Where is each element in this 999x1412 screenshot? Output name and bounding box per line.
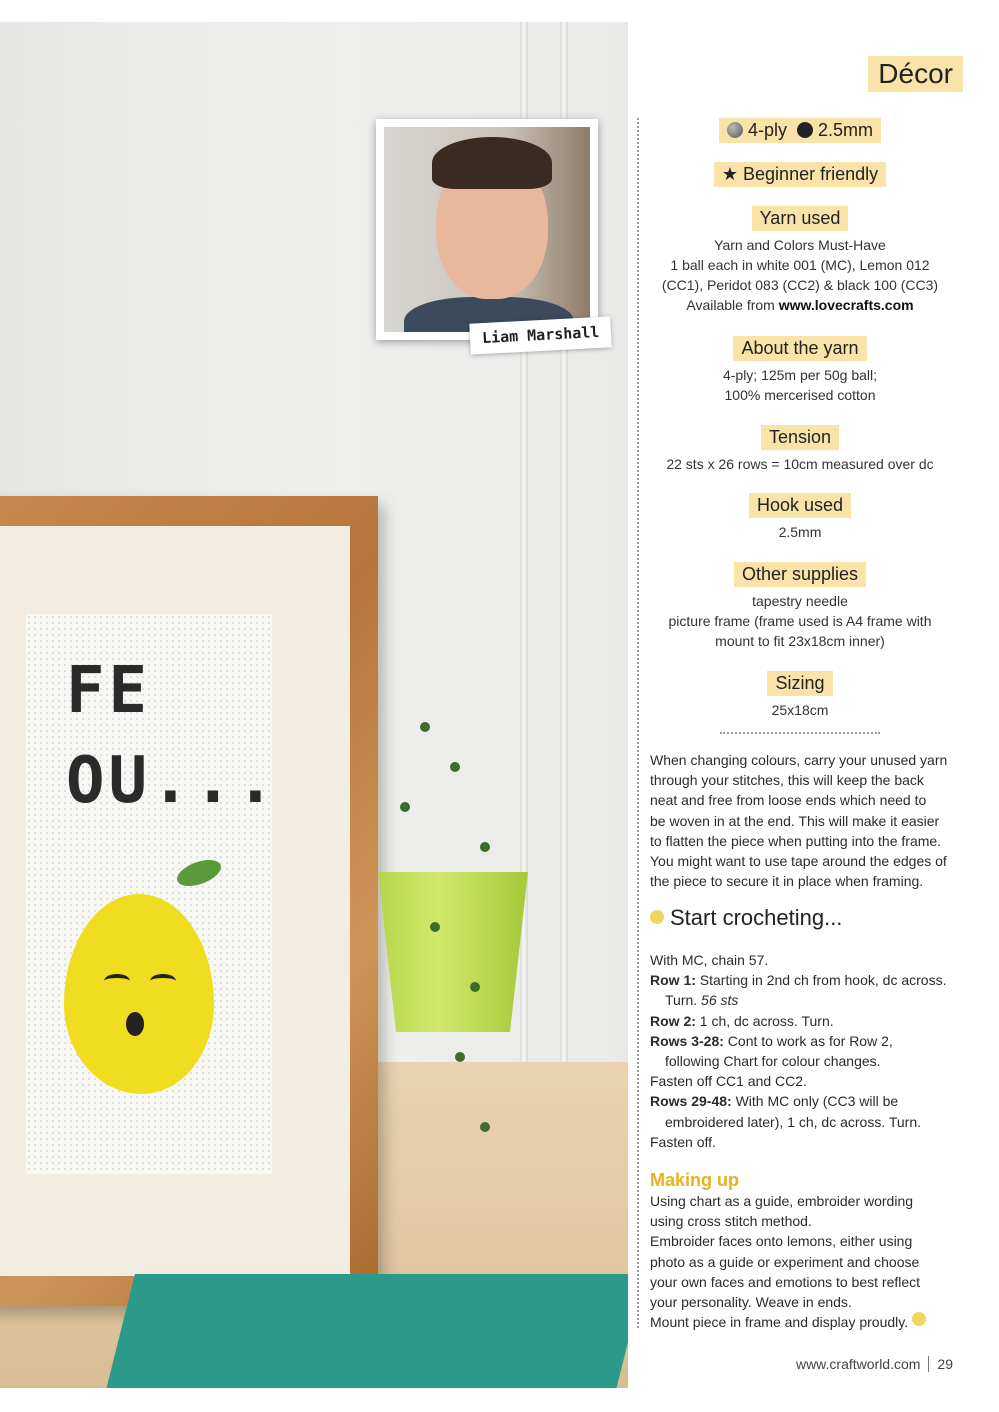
section-heading: Sizing <box>767 671 832 696</box>
yarn-colors: 1 ball each in white 001 (MC), Lemon 012 <box>670 257 930 273</box>
row-text: With MC only (CC3 will be embroidered later), 1 ch, dc across. Turn. <box>665 1093 921 1130</box>
specs-badge <box>650 118 950 143</box>
instruction-row <box>650 970 950 1010</box>
making-up-section <box>650 1170 950 1332</box>
row-label: Rows 3-28: <box>650 1032 724 1049</box>
yarn-fibre: 100% mercerised cotton <box>724 387 876 403</box>
row-label: Row 1: <box>650 972 696 989</box>
yarn-ball-icon <box>727 122 743 138</box>
star-icon: ★ <box>721 164 739 184</box>
row-label: Rows 29-48: <box>650 1093 732 1110</box>
making-up-line: Embroider faces onto lemons, either using <box>650 1233 913 1250</box>
making-up-line: using cross stitch method. <box>650 1213 812 1230</box>
supply-item: picture frame (frame used is A4 frame with <box>668 613 932 629</box>
tip-line: When changing colours, carry your unused yarn <box>650 752 948 768</box>
closed-eye <box>150 974 176 988</box>
start-heading <box>650 905 950 931</box>
hair <box>432 137 552 189</box>
row-text: Cont to work as for Row 2, following Chart for colour changes. <box>665 1032 893 1070</box>
making-up-line: Using chart as a guide, embroider wording <box>650 1193 914 1209</box>
plant-leaf <box>430 922 440 932</box>
instruction-line: Fasten off. <box>650 1133 716 1150</box>
designer-portrait-card <box>376 119 598 340</box>
sizing-section <box>650 671 950 720</box>
plant-pot <box>378 872 528 1032</box>
supply-item: tapestry needle <box>752 593 848 609</box>
supply-item: mount to fit 23x18cm inner) <box>715 633 885 649</box>
crochet-panel <box>26 614 279 1174</box>
making-up-line: photo as a guide or experiment and choose <box>650 1253 920 1270</box>
plant-leaf <box>450 762 460 772</box>
picture-frame <box>0 496 378 1306</box>
making-up-line: Mount piece in frame and display proudly. <box>650 1314 909 1331</box>
hook-used-section <box>650 493 950 542</box>
tip-line: to flatten the piece when putting into the frame. <box>650 832 942 849</box>
section-tag: Décor <box>868 56 963 92</box>
mouth <box>126 1012 144 1036</box>
tip-line: the piece to secure it in place when framing. <box>650 873 924 890</box>
making-up-heading: Making up <box>650 1170 739 1190</box>
designer-photo <box>384 127 590 332</box>
designer-name: Liam Marshall <box>469 316 612 354</box>
frame-mount <box>0 526 350 1276</box>
row-text: Starting in 2nd ch from hook, dc across. Turn. <box>665 972 947 1009</box>
making-up-line: your own faces and emotions to best reflect <box>650 1273 921 1290</box>
closed-eye <box>104 974 130 988</box>
column-divider <box>637 118 639 1328</box>
plant-leaf <box>420 722 430 732</box>
tip-line: You might want to use tape around the edges of <box>650 853 947 870</box>
section-heading: Yarn used <box>752 206 849 231</box>
plant-leaf <box>400 802 410 812</box>
tension-section <box>650 425 950 474</box>
lemon-leaf <box>174 855 225 891</box>
instruction-row <box>650 1091 950 1131</box>
section-heading: Hook used <box>749 493 851 518</box>
instruction-row <box>650 1011 950 1031</box>
yarn-brand: Yarn and Colors Must-Have <box>714 237 886 253</box>
section-heading: About the yarn <box>733 336 866 361</box>
other-supplies-section <box>650 562 950 651</box>
availability-label: Available from <box>686 297 779 313</box>
yarn-spec: 4-ply; 125m per 50g ball; <box>722 367 878 383</box>
plant-leaf <box>455 1052 465 1062</box>
row-label: Row 2: <box>650 1012 696 1029</box>
end-mark-icon <box>912 1312 926 1326</box>
section-heading: Tension <box>761 425 839 450</box>
page-footer <box>796 1356 953 1372</box>
website-url[interactable]: www.craftworld.com <box>795 1356 921 1372</box>
stitch-count: 56 sts <box>701 992 739 1009</box>
yarn-ball-icon <box>650 910 664 924</box>
instruction-intro: With MC, chain 57. <box>650 952 769 968</box>
tension-text: 22 sts x 26 rows = 10cm measured over dc <box>666 456 934 472</box>
footer-separator <box>928 1356 929 1372</box>
hook-text: 2.5mm <box>778 524 822 540</box>
cross-stitch-word: OU... <box>66 744 279 818</box>
instruction-line: Fasten off CC1 and CC2. <box>650 1073 807 1090</box>
tip-line: through your stitches, this will keep the back <box>650 772 924 789</box>
instruction-row <box>650 1031 950 1071</box>
cross-stitch-word: FE <box>66 654 152 728</box>
row-text: 1 ch, dc across. Turn. <box>695 1012 834 1029</box>
page-number: 29 <box>937 1356 953 1372</box>
making-up-line: your personality. Weave in ends. <box>650 1294 852 1311</box>
yarn-colors: (CC1), Peridot 083 (CC2) & black 100 (CC3) <box>661 277 939 293</box>
plant-leaf <box>480 1122 490 1132</box>
hook-icon <box>797 122 813 138</box>
plant-leaf <box>480 842 490 852</box>
sizing-text: 25x18cm <box>771 702 829 718</box>
supplier-link[interactable]: www.lovecrafts.com <box>778 297 914 313</box>
start-heading-text: Start crocheting... <box>670 905 843 930</box>
yarn-weight: 4-ply <box>747 120 787 140</box>
hook-size: 2.5mm <box>818 120 874 140</box>
teal-notebook <box>105 1274 628 1388</box>
level-badge <box>650 162 950 187</box>
tip-line: neat and free from loose ends which need to <box>650 792 927 809</box>
lemon-motif <box>64 894 214 1094</box>
section-heading: Other supplies <box>734 562 866 587</box>
divider <box>720 732 880 734</box>
plant-leaf <box>470 982 480 992</box>
tip-line: be woven in at the end. This will make it easier <box>650 812 940 829</box>
about-yarn-section <box>650 336 950 405</box>
yarn-used-section <box>650 206 950 315</box>
pattern-instructions <box>650 950 950 1152</box>
tip-paragraph <box>650 750 960 891</box>
skill-level: Beginner friendly <box>743 164 879 184</box>
